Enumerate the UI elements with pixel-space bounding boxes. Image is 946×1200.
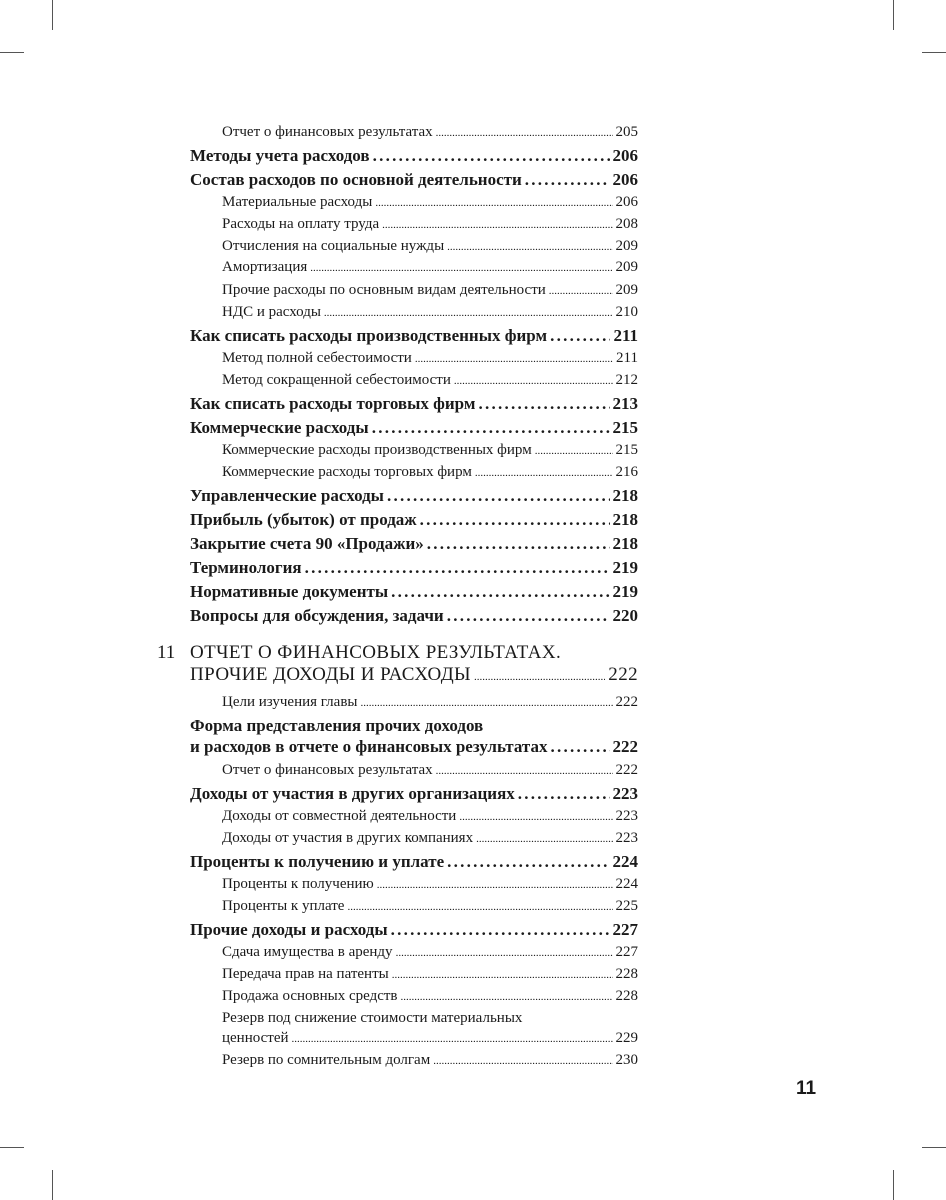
dot-leader <box>476 830 612 847</box>
dot-leader <box>401 988 613 1005</box>
toc-page-number: 222 <box>612 737 638 756</box>
dot-leader <box>396 944 613 961</box>
toc-entry-title: Методы учета расходов <box>190 146 370 165</box>
dot-leader <box>525 170 610 190</box>
toc-section-entry[interactable] <box>190 510 638 530</box>
toc-section-entry[interactable] <box>190 486 638 506</box>
toc-entry-title: Коммерческие расходы торговых фирм <box>222 464 472 480</box>
toc-page-number: 209 <box>615 282 638 298</box>
toc-entry-title: Как списать расходы торговых фирм <box>190 394 476 413</box>
dot-leader <box>436 124 613 141</box>
toc-section-entry[interactable] <box>190 920 638 940</box>
dot-leader <box>474 664 605 686</box>
dot-leader <box>518 784 610 804</box>
dot-leader <box>387 486 610 506</box>
toc-page-number: 219 <box>612 558 638 577</box>
toc-entry-title: Прибыль (убыток) от продаж <box>190 510 417 529</box>
dot-leader <box>305 558 610 578</box>
dot-leader <box>391 582 609 602</box>
toc-page-number: 224 <box>612 852 638 871</box>
dot-leader <box>535 442 613 459</box>
toc-page-number: 218 <box>612 486 638 505</box>
toc-page-number: 218 <box>612 510 638 529</box>
toc-entry-title: Материальные расходы <box>222 194 373 210</box>
toc-subsection-entry[interactable] <box>222 124 638 141</box>
dot-leader <box>375 194 612 211</box>
toc-page-number: 206 <box>612 146 638 165</box>
toc-section-entry[interactable] <box>190 716 638 736</box>
toc-subsection-entry[interactable] <box>222 694 638 711</box>
crop-mark <box>922 1147 946 1148</box>
dot-leader <box>478 394 609 414</box>
toc-entry-title: Коммерческие расходы <box>190 418 369 437</box>
toc-entry-title: Вопросы для обсуждения, задачи <box>190 606 444 625</box>
toc-section-entry[interactable] <box>190 784 638 804</box>
page-number: 11 <box>796 1078 817 1099</box>
toc-subsection-entry[interactable] <box>222 350 638 367</box>
toc-entry-title: Цели изучения главы <box>222 694 358 710</box>
dot-leader <box>392 966 613 983</box>
dot-leader <box>550 326 610 346</box>
toc-subsection-entry[interactable] <box>222 876 638 893</box>
crop-mark <box>0 1147 24 1148</box>
dot-leader <box>447 852 609 872</box>
dot-leader <box>550 737 609 757</box>
crop-mark <box>893 0 894 30</box>
dot-leader <box>447 606 610 626</box>
toc-page-number: 223 <box>612 784 638 803</box>
toc-entry-title: Проценты к получению <box>222 876 374 892</box>
toc-page-number: 229 <box>615 1030 638 1046</box>
dot-leader <box>361 694 613 711</box>
toc-entry-title: Метод сокращенной себестоимости <box>222 372 451 388</box>
toc-subsection-entry[interactable] <box>222 898 638 915</box>
toc-entry-title: Отчисления на социальные нужды <box>222 238 445 254</box>
toc-entry-title: Метод полной себестоимости <box>222 350 412 366</box>
toc-page-number: 209 <box>615 238 638 254</box>
toc-entry-title: Управленческие расходы <box>190 486 384 505</box>
dot-leader <box>454 372 613 389</box>
toc-page-number: 216 <box>615 464 638 480</box>
chapter-title-line: ПРОЧИЕ ДОХОДЫ И РАСХОДЫ <box>190 664 472 685</box>
toc-section-entry[interactable] <box>190 852 638 872</box>
chapter-number: 11 <box>157 642 176 663</box>
dot-leader <box>459 808 612 825</box>
crop-mark <box>52 0 53 30</box>
crop-mark <box>922 52 946 53</box>
toc-entry-title: Нормативные документы <box>190 582 389 601</box>
toc-page-number: 222 <box>615 694 638 710</box>
chapter-title-continued[interactable] <box>190 664 638 686</box>
toc-page-number: 205 <box>615 124 638 140</box>
toc-page-number: 206 <box>615 194 638 210</box>
toc-subsection-entry[interactable] <box>222 282 638 299</box>
chapter-title[interactable]: ОТЧЕТ О ФИНАНСОВЫХ РЕЗУЛЬТАТАХ. <box>190 642 562 663</box>
toc-section-entry[interactable] <box>190 558 638 578</box>
toc-page-number: 206 <box>612 170 638 189</box>
toc-entry-title: Коммерческие расходы производственных фирм <box>222 442 532 458</box>
crop-mark <box>52 1170 53 1200</box>
dot-leader <box>292 1030 613 1047</box>
toc-page-number: 215 <box>615 442 638 458</box>
dot-leader <box>415 350 613 367</box>
dot-leader <box>382 216 612 233</box>
dot-leader <box>373 146 610 166</box>
toc-entry-title: Отчет о финансовых результатах <box>222 124 433 140</box>
toc-section-entry[interactable] <box>190 606 638 626</box>
toc-page-number: 211 <box>613 326 638 345</box>
toc-subsection-entry[interactable] <box>222 216 638 233</box>
toc-entry-title: Как списать расходы производственных фирм <box>190 326 548 345</box>
toc-entry-title: ценностей <box>222 1030 289 1046</box>
toc-entry-title: Передача прав на патенты <box>222 966 389 982</box>
toc-entry-title: Проценты к получению и уплате <box>190 852 445 871</box>
toc-page-number: 227 <box>615 944 638 960</box>
toc-page-number: 224 <box>615 876 638 892</box>
toc-subsection-entry[interactable] <box>222 442 638 459</box>
toc-entry-title: Амортизация <box>222 259 308 275</box>
crop-mark <box>0 52 24 53</box>
toc-entry-title: Сдача имущества в аренду <box>222 944 393 960</box>
toc-subsection-entry[interactable] <box>222 762 638 779</box>
toc-entry-title: Закрытие счета 90 «Продажи» <box>190 534 424 553</box>
dot-leader <box>391 920 610 940</box>
toc-subsection-entry[interactable] <box>222 988 638 1005</box>
toc-section-entry[interactable] <box>190 582 638 602</box>
toc-subsection-entry[interactable] <box>222 1030 638 1047</box>
chapter-page-number: 222 <box>608 664 638 685</box>
toc-entry-title: Резерв под снижение стоимости материальных <box>222 1010 523 1026</box>
toc-subsection-entry[interactable] <box>222 464 638 481</box>
toc-section-entry[interactable] <box>190 170 638 190</box>
toc-page-number: 228 <box>615 966 638 982</box>
toc-entry-title: Проценты к уплате <box>222 898 345 914</box>
toc-entry-title: Продажа основных средств <box>222 988 398 1004</box>
toc-subsection-entry[interactable] <box>222 944 638 961</box>
toc-subsection-entry[interactable] <box>222 304 638 321</box>
toc-subsection-entry[interactable] <box>222 966 638 983</box>
toc-subsection-entry[interactable] <box>222 1010 638 1027</box>
toc-page-number: 223 <box>615 808 638 824</box>
toc-entry-title: НДС и расходы <box>222 304 321 320</box>
toc-subsection-entry[interactable] <box>222 808 638 825</box>
toc-section-entry[interactable] <box>190 394 638 414</box>
toc-page-number: 225 <box>615 898 638 914</box>
toc-page-number: 223 <box>615 830 638 846</box>
toc-subsection-entry[interactable] <box>222 830 638 847</box>
toc-entry-title: Доходы от участия в других организациях <box>190 784 515 803</box>
toc-page-number: 208 <box>615 216 638 232</box>
dot-leader <box>433 1052 612 1069</box>
toc-section-entry[interactable] <box>190 534 638 554</box>
dot-leader <box>447 238 612 255</box>
toc-page-number: 209 <box>615 259 638 275</box>
toc-entry-title: Состав расходов по основной деятельности <box>190 170 522 189</box>
dot-leader <box>549 282 613 299</box>
toc-entry-title: Расходы на оплату труда <box>222 216 380 232</box>
toc-page-number: 215 <box>612 418 638 437</box>
toc-page-number: 228 <box>615 988 638 1004</box>
dot-leader <box>427 534 610 554</box>
toc-page-number: 210 <box>615 304 638 320</box>
dot-leader <box>310 259 612 276</box>
toc-subsection-entry[interactable] <box>222 1052 638 1069</box>
toc-page-number: 220 <box>612 606 638 625</box>
toc-entry-title: и расходов в отчете о финансовых результатах <box>190 737 548 756</box>
toc-page-number: 213 <box>612 394 638 413</box>
toc-entry-title: Резерв по сомнительным долгам <box>222 1052 431 1068</box>
dot-leader <box>372 418 610 438</box>
toc-entry-title: Отчет о финансовых результатах <box>222 762 433 778</box>
toc-page-number: 212 <box>615 372 638 388</box>
dot-leader <box>324 304 613 321</box>
dot-leader <box>475 464 613 481</box>
toc-subsection-entry[interactable] <box>222 372 638 389</box>
toc-section-entry[interactable] <box>190 418 638 438</box>
toc-page-number: 211 <box>616 350 638 366</box>
toc-subsection-entry[interactable] <box>222 238 638 255</box>
toc-entry-title: Доходы от совместной деятельности <box>222 808 457 824</box>
dot-leader <box>436 762 613 779</box>
toc-section-entry[interactable] <box>190 326 638 346</box>
toc-page-number: 218 <box>612 534 638 553</box>
toc-page-number: 227 <box>612 920 638 939</box>
dot-leader <box>377 876 613 893</box>
toc-entry-title: Доходы от участия в других компаниях <box>222 830 474 846</box>
toc-subsection-entry[interactable] <box>222 259 638 276</box>
toc-entry-title: Терминология <box>190 558 302 577</box>
toc-page-number: 230 <box>615 1052 638 1068</box>
toc-section-entry[interactable] <box>190 737 638 757</box>
toc-page-number: 219 <box>612 582 638 601</box>
toc-entry-title: Прочие доходы и расходы <box>190 920 388 939</box>
dot-leader <box>347 898 612 915</box>
dot-leader <box>420 510 610 530</box>
toc-page-number: 222 <box>615 762 638 778</box>
toc-subsection-entry[interactable] <box>222 194 638 211</box>
toc-section-entry[interactable] <box>190 146 638 166</box>
toc-entry-title: Прочие расходы по основным видам деятельности <box>222 282 546 298</box>
toc-entry-title: Форма представления прочих доходов <box>190 716 484 735</box>
crop-mark <box>893 1170 894 1200</box>
